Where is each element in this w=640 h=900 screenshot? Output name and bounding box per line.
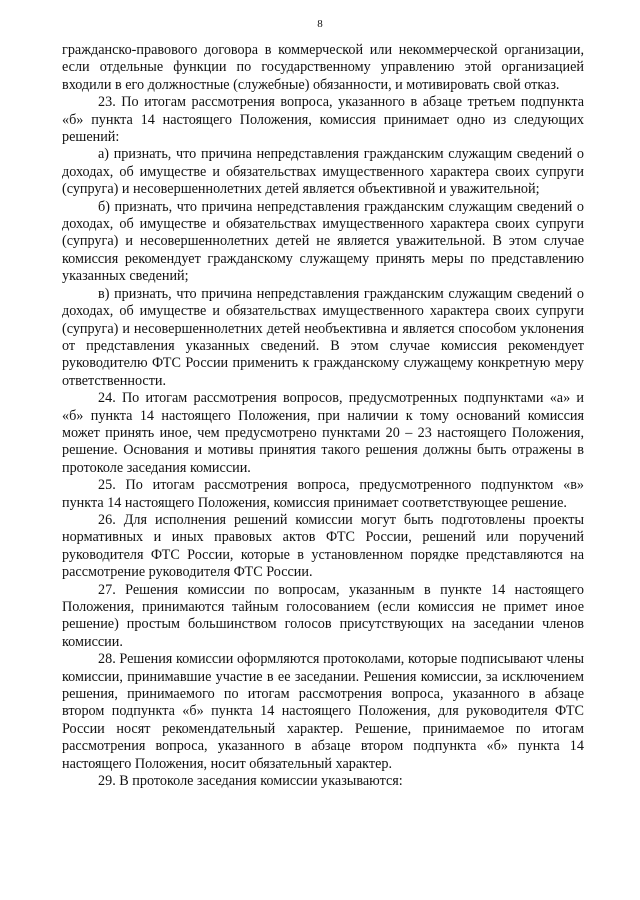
paragraph-23-v: в) признать, что причина непредставления гражданским служащим сведений о доходах, об имуществе и обязательствах имущественного характера своих супруги (супруга) и несовершеннолетних детей необъективна и является способом уклонения от представления указанных сведений. В этом случае комиссия рекомендует руководителю ФТС России применить к гражданскому служащему конкретную меру ответственности. <box>62 285 584 389</box>
paragraph-continuation: гражданско-правового договора в коммерческой или некоммерческой организации, если отдельные функции по государственному управлению этой организацией входили в его должностные (служебные) обязанности, и мотивировать свой отказ. <box>62 42 584 93</box>
paragraph-27: 27. Решения комиссии по вопросам, указанным в пункте 14 настоящего Положения, принимаются тайным голосованием (если комиссия не примет иное решение) простым большинством голосов присутствующих на заседании членов комиссии. <box>62 581 584 650</box>
paragraph-24: 24. По итогам рассмотрения вопросов, предусмотренных подпунктами «а» и «б» пункта 14 настоящего Положения, при наличии к тому оснований комиссия может принять иное, чем предусмотрено пунктами 20 – 23 настоящего Положения, решение. Основания и мотивы принятия такого решения должны быть отражены в протоколе заседания комиссии. <box>62 390 584 476</box>
paragraph-23-b: б) признать, что причина непредставления гражданским служащим сведений о доходах, об имуществе и обязательствах имущественного характера своих супруги (супруга) и несовершеннолетних детей не является уважительной. В этом случае комиссия рекомендует гражданскому служащему принять меры по представлению указанных сведений; <box>62 198 584 285</box>
paragraph-26: 26. Для исполнения решений комиссии могут быть подготовлены проекты нормативных и иных правовых актов ФТС России, решений или поручений руководителя ФТС России, которые в установленном порядке представляются на рассмотрение руководителя ФТС России. <box>62 511 584 581</box>
paragraph-25: 25. По итогам рассмотрения вопроса, предусмотренного подпунктом «в» пункта 14 настоящего Положения, комиссия принимает соответствующее решение. <box>62 477 584 511</box>
paragraph-23-a: а) признать, что причина непредставления гражданским служащим сведений о доходах, об имуществе и обязательствах имущественного характера своих супруги (супруга) и несовершеннолетних детей является объективной и уважительной; <box>62 146 584 198</box>
paragraph-29: 29. В протоколе заседания комиссии указываются: <box>98 773 403 790</box>
page-number: 8 <box>317 18 323 30</box>
paragraph-23: 23. По итогам рассмотрения вопроса, указанного в абзаце третьем подпункта «б» пункта 14 настоящего Положения, комиссия принимает одно из следующих решений: <box>62 94 584 146</box>
document-body <box>62 42 584 790</box>
paragraph-28: 28. Решения комиссии оформляются протоколами, которые подписывают члены комиссии, принимавшие участие в ее заседании. Решения комиссии, за исключением решения, принимаемого по итогам рассмотрения вопроса, указанного в абзаце втором подпункта «б» пункта 14 настоящего Положения, для руководителя ФТС России носят рекомендательный характер. Решение, принимаемое по итогам рассмотрения вопроса, указанного в абзаце втором подпункта «б» пункта 14 настоящего Положения, носит обязательный характер. <box>62 651 584 772</box>
